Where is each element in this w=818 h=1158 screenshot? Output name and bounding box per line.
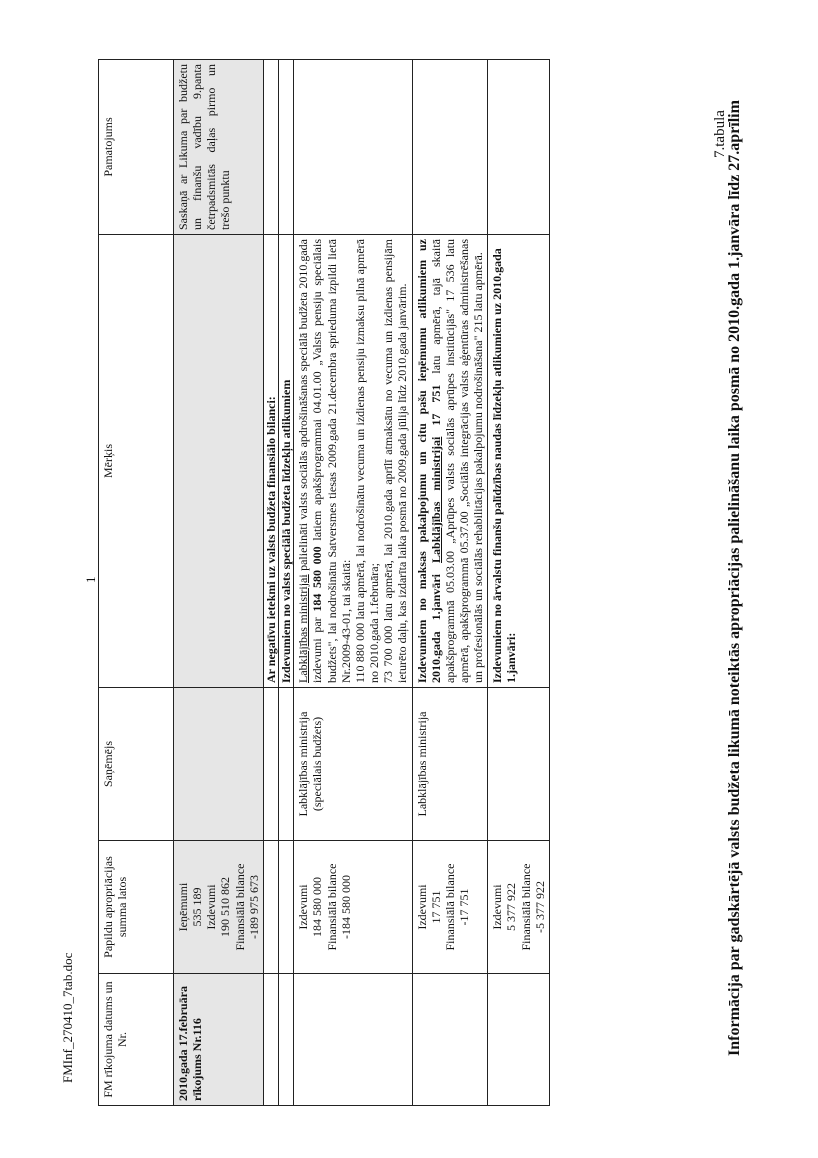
header-recipient: Saņēmējs — [99, 688, 174, 841]
purpose-cell: Izdevumiem no maksas pakalpojumu un citu pašu ieņēmumu atlikumiem uz 2010.gada 1.janvāri Labklājības ministrijai 17 751 latu apmērā, tajā skaitā apakšprogrammā 05.03.00 „Aprūpes valsts sociālās aprūpes institūcijās" 17 536 latu apmērā, apakšprogrammā 05.37.00 „Sociālās integrācijas valsts aģentūras administrēšanas un profesionālās un sociālās rehabilitācijas pakalpojumu nodrošināšana" 215 latu apmērā. — [412, 235, 488, 688]
recipient-cell: Labklājības ministrija — [412, 688, 488, 841]
recipient-cell — [488, 688, 550, 841]
header-purpose: Mērķis — [99, 235, 174, 688]
table-row — [294, 60, 412, 1106]
recipient-cell: Labklājības ministrija (speciālais budžets) — [294, 688, 412, 841]
header-basis: Pamatojums — [99, 60, 174, 235]
amount-cell: Izdevumi 17 751 Finansiālā bilance -17 751 — [412, 841, 488, 974]
amount-cell: Izdevumi 184 580 000 Finansiālā bilance -184 580 000 — [294, 841, 412, 974]
purpose-cell: Labklājības ministrijai palielināti valsts sociālās apdrošināšanas speciālā budžeta 2010.gada izdevumi par 184 580 000 latiem apakšprogrammai 04.01.00 „Valsts pensiju speciālais budžets", lai nodrošinātu Satversmes tiesas 2009.gada 21.decembra sprieduma izpildi lietā Nr.2009-43-01, tai skaitā: 110 880 000 latu apmērā, lai nodrošinātu vecuma un izdienas pensiju izmaksu pilnā apmērā no 2010.gada 1.februāra; 73 700 000 latu apmērā, lai 2010.gada aprīlī atmaksātu no vecuma un izdienas pensijām ieturēto daļu, kas izdarīta laika posmā no 2009.gada jūlija līdz 2010.gada janvārim. — [294, 235, 412, 688]
amount-cell: Izdevumi 5 377 922 Finansiālā bilance -5 377 922 — [488, 841, 550, 974]
header-order: FM rīkojuma datums un Nr. — [99, 974, 174, 1106]
table-label: 7.tabula — [712, 110, 728, 158]
footer-filename: FMInf_270410_7tab.doc — [60, 952, 75, 1083]
purpose-cell: Izdevumiem no ārvalstu finanšu palīdzības naudas līdzekļu atlikumiem uz 2010.gada 1.janvāri: — [488, 235, 550, 688]
page-title: Informācija par gadskārtējā valsts budžeta likumā noteiktās apropriācijas palielināšanu laika posmā no 2010.gada 1.janvāra līdz 27.aprīlim — [726, 100, 743, 1056]
basis-cell: Saskaņā ar Likuma par budžetu un finanšu vadību 9.panta četrpadsmitās daļas pirmo un trešo punktu — [174, 60, 264, 235]
table-row-section — [263, 60, 278, 1106]
section-heading: Izdevumiem no valsts speciālā budžeta līdzekļu atlikumiem — [279, 235, 294, 688]
recipient-cell — [174, 688, 264, 841]
table-header-row — [99, 60, 174, 1106]
table-row — [412, 60, 488, 1106]
table-row — [488, 60, 550, 1106]
header-amount: Papildu apropriācijas summa latos — [99, 841, 174, 974]
appropriation-table — [98, 59, 550, 1106]
section-heading: Ar negatīvu ietekmi uz valsts budžeta finansiālo bilanci: — [263, 235, 278, 688]
table-row-order — [174, 60, 264, 1106]
purpose-cell — [174, 235, 264, 688]
amount-cell: Ieņēmumi 535 189 Izdevumi 190 510 862 Finansiālā bilance -189 975 673 — [174, 841, 264, 974]
table-row-section — [279, 60, 294, 1106]
page-number: 1 — [83, 576, 98, 583]
order-cell: 2010.gada 17.februāra rīkojums Nr.116 — [174, 974, 264, 1106]
